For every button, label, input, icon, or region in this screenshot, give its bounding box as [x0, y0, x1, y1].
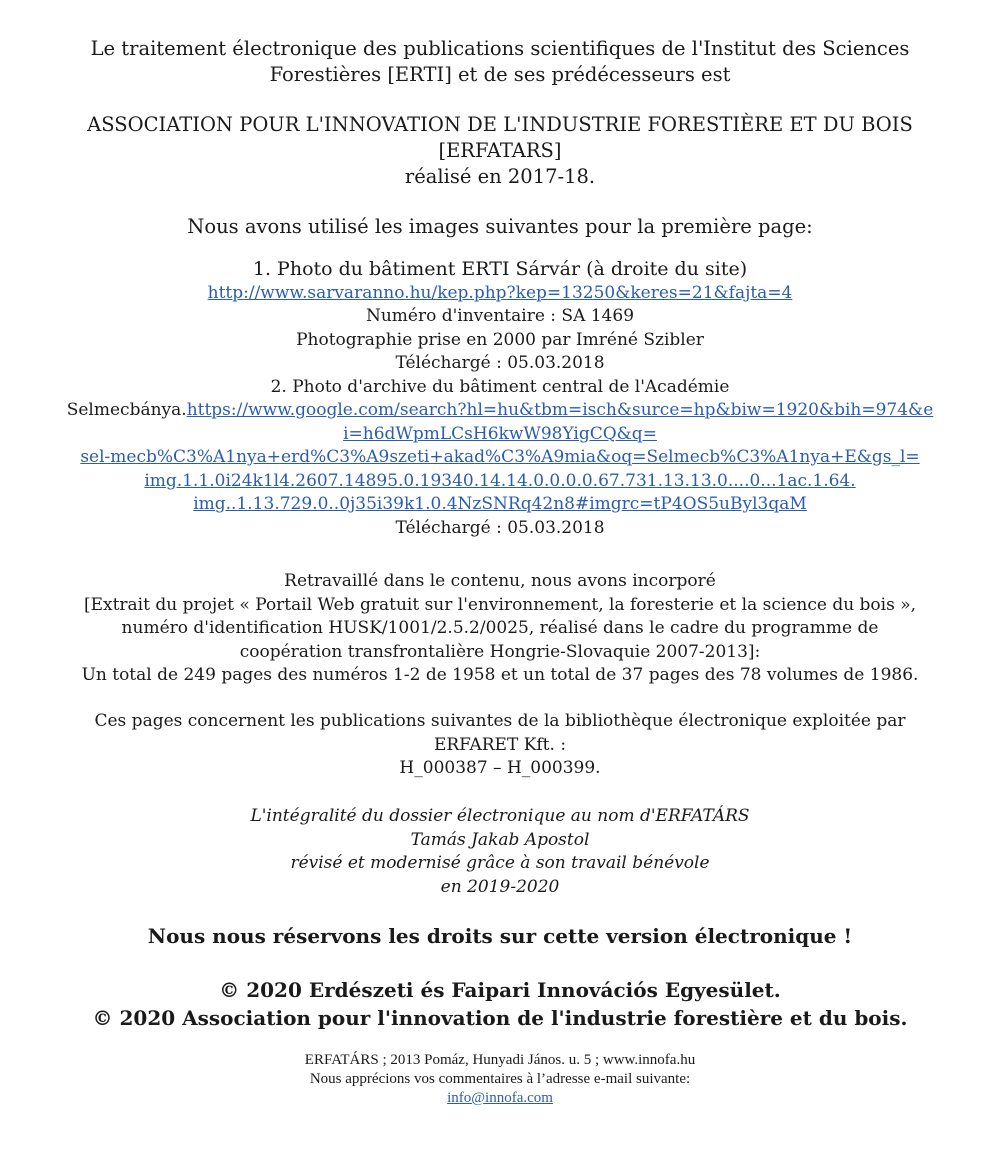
copyright-line: © 2020 Erdészeti és Faipari Innovációs Egyesület.: [219, 978, 781, 1002]
intro-line: Le traitement électronique des publications scientifiques de l'Institut des Sciences: [90, 37, 910, 60]
dossier-author: Tamás Jakab Apostol: [410, 829, 590, 850]
association-block: [0, 112, 1000, 190]
rights-notice: [0, 922, 1000, 950]
dossier-credits: [0, 805, 1000, 899]
footer: [0, 1051, 1000, 1108]
copyright-line: © 2020 Association pour l'innovation de l'industrie forestière et du bois.: [92, 1006, 908, 1030]
photo1-inventory: Numéro d'inventaire : SA 1469: [365, 306, 635, 326]
photo2-link[interactable]: img..1.13.729.0..0j35i39k1.0.4NzSNRq42n8#imgrc=tP4OS5uByl3qaM: [193, 494, 807, 514]
association-period: réalisé en 2017-18.: [404, 165, 596, 188]
rights-text: Nous nous réservons les droits sur cette version électronique !: [147, 924, 853, 948]
rework-line: Un total de 249 pages des numéros 1-2 de 1958 et un total de 37 pages des 78 volumes de 1986.: [81, 665, 919, 685]
images-intro: [0, 214, 1000, 240]
photo2-title: 2. Photo d'archive du bâtiment central de l'Académie: [270, 376, 730, 397]
association-name: ASSOCIATION POUR L'INNOVATION DE L'INDUSTRIE FORESTIÈRE ET DU BOIS: [87, 113, 913, 136]
photo2-link[interactable]: https://www.google.com/search?hl=hu&tbm=isch&surce=hp&biw=1920&bih=974&e: [186, 400, 934, 420]
photo1-link[interactable]: http://www.sarvaranno.hu/kep.php?kep=13250&keres=21&fajta=4: [207, 282, 793, 303]
copyright-block: [0, 976, 1000, 1032]
rework-paragraph: [0, 570, 1000, 688]
photo2-prefix: Selmecbánya.: [66, 400, 187, 420]
dossier-period: en 2019-2020: [440, 876, 560, 897]
dossier-line: révisé et modernisé grâce à son travail bénévole: [290, 853, 710, 873]
pages-line: ERFARET Kft. :: [433, 734, 567, 755]
pages-range: H_000387 – H_000399.: [399, 758, 601, 778]
rework-line: coopération transfrontalière Hongrie-Slovaquie 2007-2013]:: [239, 641, 761, 662]
photo1-taken: Photographie prise en 2000 par Imréné Szibler: [296, 329, 704, 350]
footer-address: ERFATÁRS ; 2013 Pomáz, Hunyadi János. u. 5 ; www.innofa.hu: [304, 1052, 696, 1068]
rework-line: numéro d'identification HUSK/1001/2.5.2/0025, réalisé dans le cadre du programme de: [121, 618, 879, 638]
intro-line: Forestières [ERTI] et de ses prédécesseurs est: [269, 63, 731, 86]
intro-paragraph: [0, 36, 1000, 88]
footer-email-link[interactable]: info@innofa.com: [447, 1090, 553, 1106]
photo1-title: 1. Photo du bâtiment ERTI Sárvár (à droite du site): [252, 258, 748, 280]
photo2-link[interactable]: img.1.1.0i24k1l4.2607.14895.0.19340.14.14.0.0.0.0.67.731.13.13.0....0...1ac.1.64.: [144, 470, 856, 491]
photo2-downloaded: Téléchargé : 05.03.2018: [395, 517, 605, 538]
pages-paragraph: [0, 710, 1000, 781]
rework-line: [Extrait du projet « Portail Web gratuit sur l'environnement, la foresterie et la science du bois »,: [83, 594, 917, 615]
footer-comments: Nous apprécions vos commentaires à l’adresse e-mail suivante:: [309, 1071, 691, 1087]
photo2-link[interactable]: i=h6dWpmLCsH6kwW98YigCQ&q=: [343, 423, 657, 444]
image-credits: [0, 258, 1000, 540]
photo1-downloaded: Téléchargé : 05.03.2018: [395, 353, 605, 373]
pages-line: Ces pages concernent les publications suivantes de la bibliothèque électronique exploitée par: [94, 711, 906, 731]
photo2-link[interactable]: sel-mecb%C3%A1nya+erd%C3%A9szeti+akad%C3%A9mia&oq=Selmecb%C3%A1nya+E&gs_l=: [80, 447, 920, 467]
association-acronym: [ERFATARS]: [438, 139, 562, 162]
dossier-line: L'intégralité du dossier électronique au nom d'ERFATÁRS: [250, 806, 750, 826]
images-intro-text: Nous avons utilisé les images suivantes pour la première page:: [187, 215, 813, 238]
rework-line: Retravaillé dans le contenu, nous avons incorporé: [284, 571, 716, 591]
